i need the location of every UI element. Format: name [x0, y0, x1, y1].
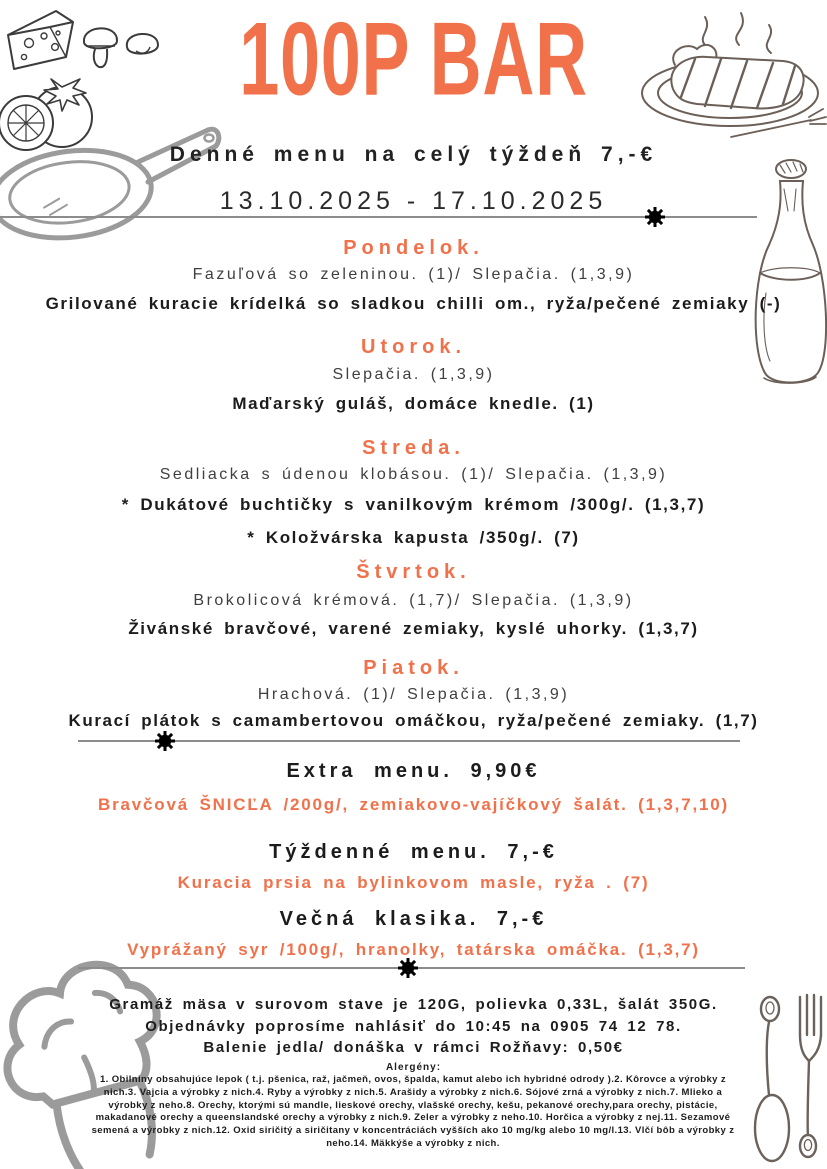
allergens-text: 1. Obilniny obsahujúce lepok ( t.j. pšenica, raž, jačmeň, ovos, špalda, kamut alebo ich hybridné odrody ).2. Kôrovce a výrobky z nich.3. Vajcia a výrobky z nich.4. Ryby a výrobky z nich.5. Arašidy a výrobky z nich.6. Sójové zrná a výrobky z nich.7. Mlieko a výrobky z neho.8. Orechy, ktorými sú mandle, lieskové orechy, vlašské orechy, kešu, pekanové orechy,para orechy, pistácie, makadanové orechy a queenslandské orechy a výrobky z nich.9. Zeler a výrobky z neho.10. Horčica a výrobky z nej.11. Sezamové semená a výrobky z nich.12. Oxid siričitý a siričitany v koncentráciách vyšších ako 10 mg/kg alebo 10 mg/l.13. Vlčí bôb a výrobky z neho.14. Mäkkýše a výrobky z nich. — [91, 1074, 735, 1150]
main-dish-line: Kurací plátok s camambertovou omáčkou, ryža/pečené zemiaky. (1,7) — [68, 711, 759, 730]
main-dish-line: Grilované kuracie krídelká so sladkou chilli om., ryža/pečené zemiaky (-) — [45, 294, 782, 313]
soup-line: Sedliacka s údenou klobásou. (1)/ Slepačia. (1,3,9) — [159, 466, 668, 483]
extra-menu-heading: Extra menu. 9,90€ — [286, 760, 541, 782]
soup-line: Slepačia. (1,3,9) — [332, 366, 495, 383]
date-range: 13.10.2025 - 17.10.2025 — [219, 187, 608, 215]
day-heading-piatok: Piatok. — [363, 657, 464, 679]
main-dish-line: * Dukátové buchtičky s vanilkovým krémom /300g/. (1,3,7) — [121, 495, 706, 514]
restaurant-title: 100P BAR — [239, 0, 588, 118]
divider-line — [78, 740, 740, 742]
main-dish-line: * Koložvárska kapusta /350g/. (7) — [247, 528, 580, 547]
frying-pan-illustration — [0, 112, 228, 257]
soup-line: Fazuľová so zeleninou. (1)/ Slepačia. (1,3,9) — [192, 266, 635, 283]
classic-menu-heading: Večná klasika. 7,-€ — [279, 908, 548, 930]
weekly-menu-item: Kuracia prsia na bylinkovom masle, ryža . (7) — [177, 873, 650, 892]
divider-line — [0, 216, 757, 218]
main-dish-line: Živánské bravčové, varené zemiaky, kyslé uhorky. (1,3,7) — [128, 619, 699, 638]
order-info-line: Objednávky poprosíme nahlásiť do 10:45 na 0905 74 12 78. — [145, 1018, 682, 1035]
packaging-info-line: Balenie jedla/ donáška v rámci Rožňavy: 0,50€ — [203, 1039, 624, 1056]
portion-info-line: Gramáž mäsa v surovom stave je 120G, polievka 0,33L, šalát 350G. — [109, 996, 718, 1013]
main-dish-line: Maďarský guláš, domáce knedle. (1) — [232, 394, 595, 413]
day-heading-stvrtok: Štvrtok. — [356, 561, 471, 583]
classic-menu-item: Vyprážaný syr /100g/, hranolky, tatárska omáčka. (1,3,7) — [127, 940, 700, 959]
day-heading-pondelok: Pondelok. — [343, 237, 484, 259]
extra-menu-item: Bravčová ŠNICĽA /200g/, zemiakovo-vajíčkový šalát. (1,3,7,10) — [98, 795, 729, 814]
starburst-ornament-icon — [398, 958, 418, 978]
allergens-title: Alergény: — [385, 1062, 442, 1073]
menu-subtitle: Denné menu na celý týždeň 7,-€ — [169, 143, 658, 166]
weekly-menu-heading: Týždenné menu. 7,-€ — [269, 841, 558, 863]
day-heading-utorok: Utorok. — [361, 336, 466, 358]
soup-line: Brokolicová krémová. (1,7)/ Slepačia. (1,3,9) — [193, 592, 634, 609]
day-heading-streda: Streda. — [362, 437, 465, 459]
starburst-ornament-icon — [155, 731, 175, 751]
soup-line: Hrachová. (1)/ Slepačia. (1,3,9) — [257, 686, 570, 703]
